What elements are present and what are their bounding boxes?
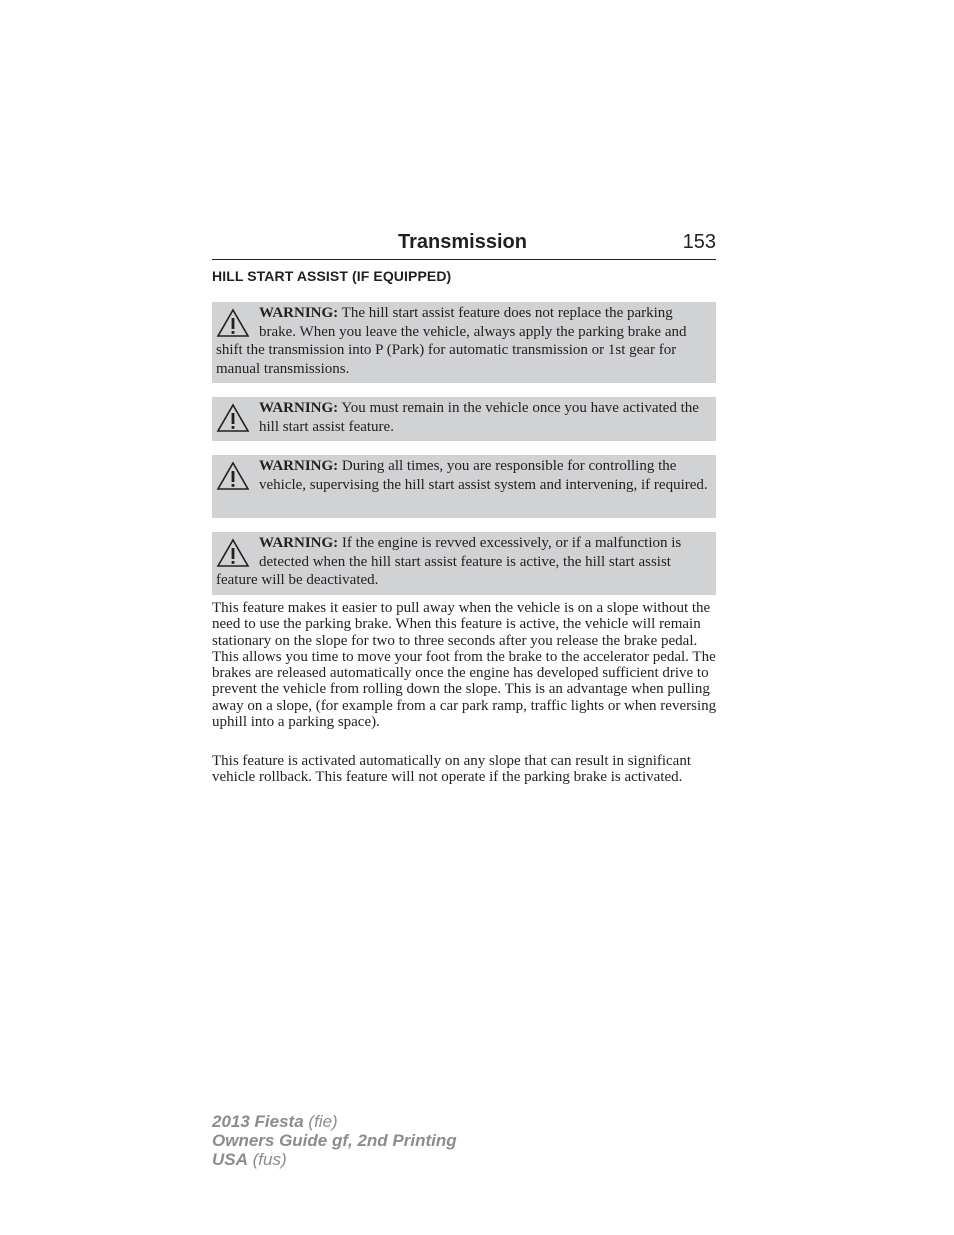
- footer-market: USA: [212, 1150, 248, 1169]
- warning-text: [216, 457, 712, 494]
- footer-line: [212, 1112, 457, 1131]
- footer-line: [212, 1131, 457, 1150]
- body-paragraph: This feature makes it easier to pull away when the vehicle is on a slope without the need to use the parking brake. When this feature is active, the vehicle will remain stationary on the slope for two to three seconds after you release the brake pedal. This allows you time to move your foot from the brake to the accelerator pedal. The brakes are released automatically once the engine has developed sufficient drive to prevent the vehicle from rolling down the slope. This is an advantage when pulling away on a slope, (for example from a car park ramp, traffic lights or when reversing uphill into a parking space).: [212, 600, 717, 731]
- warning-label: WARNING:: [259, 535, 339, 551]
- warning-label: WARNING:: [259, 400, 339, 416]
- warning-triangle-icon: [216, 308, 250, 338]
- section-heading: HILL START ASSIST (IF EQUIPPED): [212, 268, 452, 284]
- warning-box: [212, 397, 716, 441]
- footer-line: [212, 1150, 457, 1169]
- warning-body: You must remain in the vehicle once you have activated the hill start assist feature.: [259, 400, 699, 435]
- body-paragraph: This feature is activated automatically on any slope that can result in significant vehicle rollback. This feature will not operate if the parking brake is activated.: [212, 753, 692, 786]
- page-number: 153: [682, 231, 716, 253]
- page-title: Transmission: [398, 231, 527, 253]
- warning-body: If the engine is revved excessively, or if a malfunction is detected when the hill start assist feature is active, the hill start assist feature will be deactivated.: [216, 535, 682, 589]
- footer-model-code: (fie): [303, 1112, 338, 1131]
- footer-guide: Owners Guide gf, 2nd Printing: [212, 1131, 457, 1150]
- warning-box: [212, 532, 716, 595]
- warning-triangle-icon: [216, 461, 250, 491]
- page-footer: [212, 1112, 457, 1169]
- footer-market-code: (fus): [247, 1150, 287, 1169]
- footer-model: 2013 Fiesta: [212, 1112, 304, 1131]
- warning-text: [216, 304, 712, 378]
- warning-body: During all times, you are responsible for controlling the vehicle, supervising the hill start assist system and intervening, if required.: [259, 458, 708, 493]
- page-header: [212, 229, 716, 260]
- warning-triangle-icon: [216, 403, 250, 433]
- warning-body: The hill start assist feature does not replace the parking brake. When you leave the vehicle, always apply the parking brake and shift the transmission into P (Park) for automatic transmission or 1st gear for manual transmissions.: [216, 305, 687, 377]
- warning-text: [216, 399, 712, 436]
- warning-label: WARNING:: [259, 458, 339, 474]
- warning-box: [212, 455, 716, 518]
- warning-text: [216, 534, 712, 590]
- warning-box: [212, 302, 716, 383]
- warning-label: WARNING:: [259, 305, 339, 321]
- warning-triangle-icon: [216, 538, 250, 568]
